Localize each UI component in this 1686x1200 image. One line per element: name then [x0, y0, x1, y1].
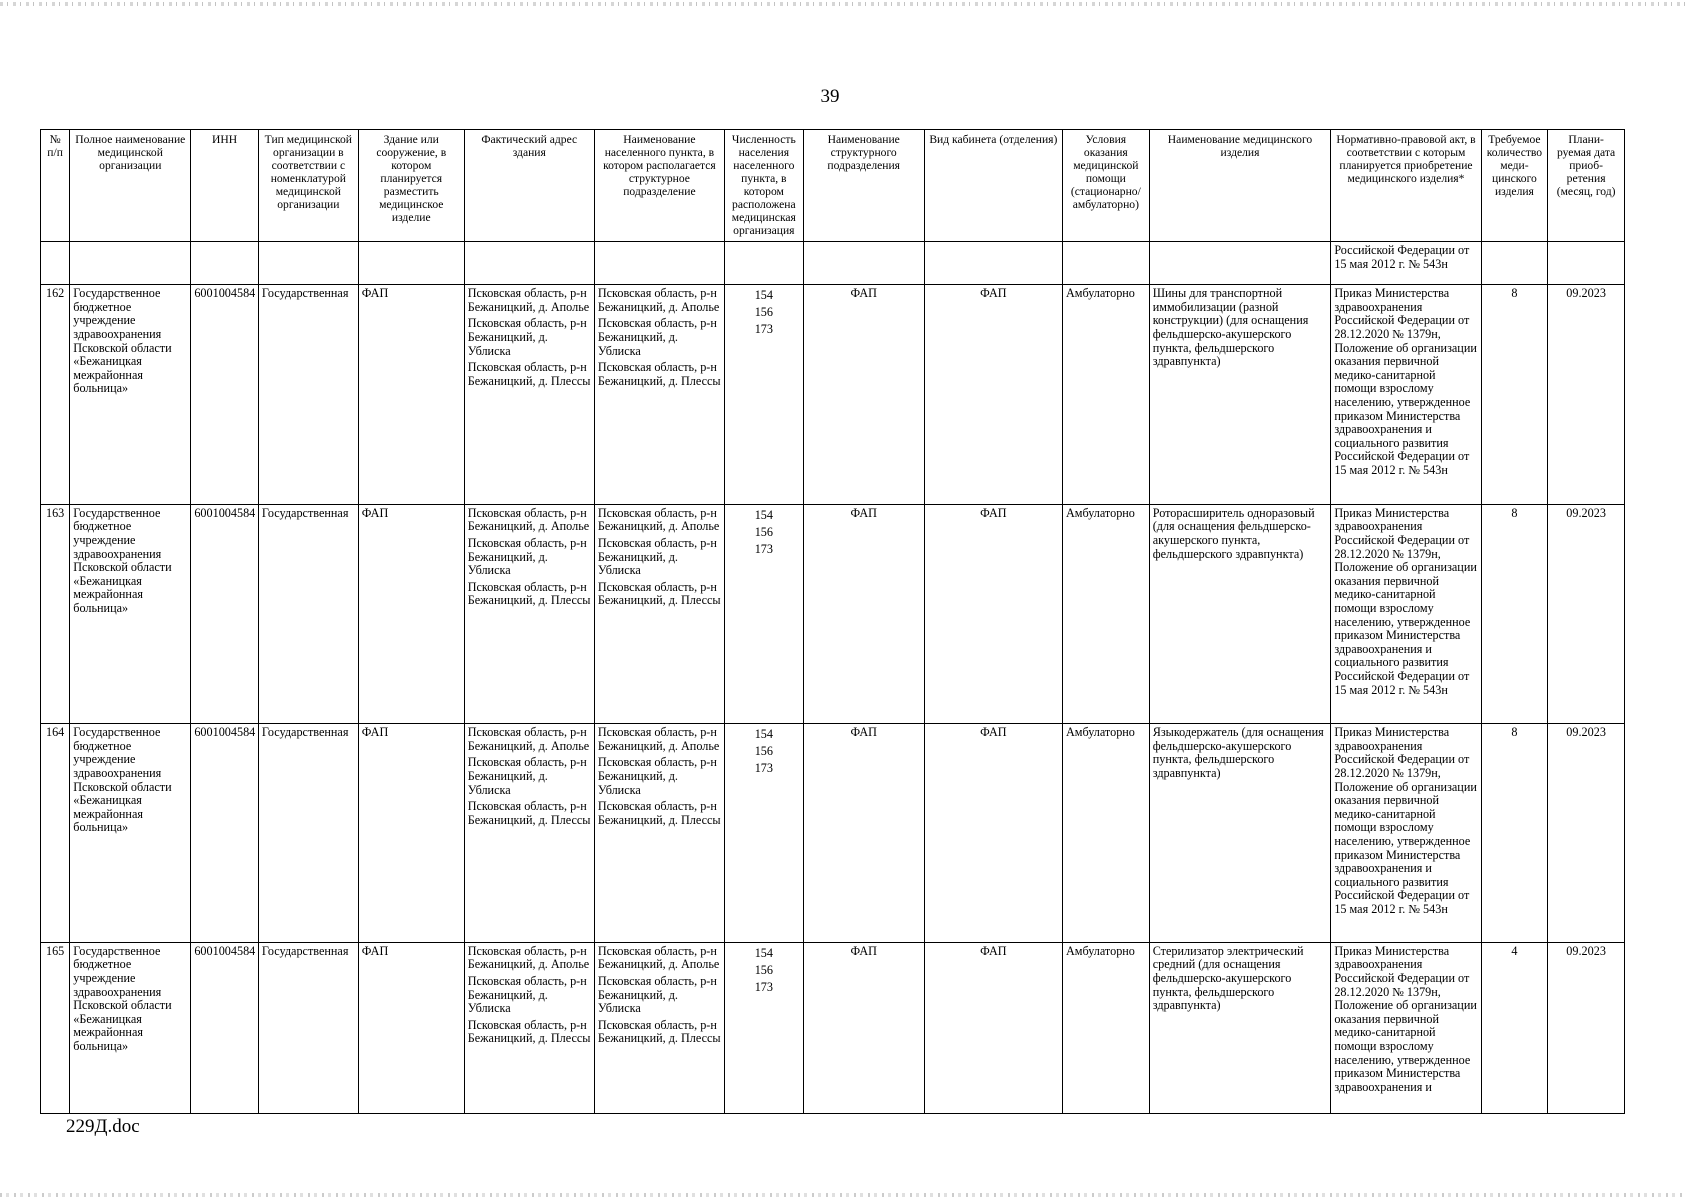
device-name: Языкодержатель (для оснащения фельдшерско-акушерского пункта, фельдшерского здравпункта) [1149, 724, 1331, 943]
header-cell: Тип медицинской организации в соответствии с номенклатурой медицинской организации [258, 130, 358, 242]
address-item: Псковская область, р-н Бежаницкий, д. Ублиска [467, 755, 587, 797]
settlement-item: Псковская область, р-н Бежаницкий, д. Аполье [597, 505, 720, 534]
quantity: 8 [1481, 504, 1548, 724]
cabinet-type: ФАП [924, 724, 1062, 943]
care-conditions: Амбулаторно [1062, 942, 1149, 1113]
structural-unit: ФАП [803, 285, 924, 505]
cabinet-type: ФАП [924, 942, 1062, 1113]
address-item: Псковская область, р-н Бежаницкий, д. Аполье [467, 505, 590, 534]
legal-act: Приказ Министерства здравоохранения Российской Федерации от 28.12.2020 № 1379н, Положение об организации оказания первичной медико-санитарной помощи взрослому населению, утвержденное приказом Министерства здравоохранения и социального развития Российской Федерации от 15 мая 2012 г. № 543н [1331, 504, 1481, 724]
row-number: 165 [41, 942, 70, 1113]
care-conditions: Амбулаторно [1062, 504, 1149, 724]
quantity: 8 [1481, 724, 1548, 943]
inn: 6001004584 [191, 504, 259, 724]
settlement-item: Псковская область, р-н Бежаницкий, д. Ублиска [597, 973, 717, 1016]
care-conditions: Амбулаторно [1062, 285, 1149, 505]
scan-edge-top [0, 2, 1686, 6]
structural-unit: ФАП [803, 724, 924, 943]
address-item: Псковская область, р-н Бежаницкий, д. Аполье [467, 286, 590, 314]
header-cell: Наименование населенного пункта, в котором располагается структурное подразделение [594, 130, 724, 242]
purchase-date: 09.2023 [1548, 504, 1625, 724]
building: ФАП [358, 942, 464, 1113]
equipment-table [40, 129, 1625, 1114]
legal-act: Приказ Министерства здравоохранения Российской Федерации от 28.12.2020 № 1379н, Положение об организации оказания первичной медико-санитарной помощи взрослому населению, утвержденное приказом Министерства здравоохранения и [1331, 942, 1481, 1113]
settlement-item: Псковская область, р-н Бежаницкий, д. Ублиска [597, 535, 717, 578]
inn: 6001004584 [191, 285, 259, 505]
organization-name: Государственное бюджетное учреждение здравоохранения Псковской области «Бежаницкая межрайонная больница» [70, 285, 191, 505]
row-number: 163 [41, 504, 70, 724]
settlement [594, 942, 724, 1113]
inn: 6001004584 [191, 942, 259, 1113]
actual-address [464, 942, 594, 1113]
population-value: 154 [754, 945, 773, 960]
scan-edge-bottom [0, 1193, 1686, 1197]
legal-act-cell: Российской Федерации от 15 мая 2012 г. № 543н [1331, 242, 1481, 285]
inn: 6001004584 [191, 724, 259, 943]
population-value: 156 [754, 744, 773, 759]
purchase-date: 09.2023 [1548, 724, 1625, 943]
header-cell: Условия оказания медицинской помощи (стационарно/ амбулаторно) [1062, 130, 1149, 242]
population [724, 504, 803, 724]
settlement-item: Псковская область, р-н Бежаницкий, д. Плессы [597, 579, 721, 608]
header-cell: Наименование медицинского изделия [1149, 130, 1331, 242]
population-value: 156 [754, 305, 773, 320]
settlement [594, 285, 724, 505]
population-value: 154 [754, 288, 773, 303]
settlement [594, 504, 724, 724]
header-cell: Требуемое количество меди- цинского изделия [1481, 130, 1548, 242]
address-item: Псковская область, р-н Бежаницкий, д. Ублиска [467, 535, 587, 578]
settlement-item: Псковская область, р-н Бежаницкий, д. Ублиска [597, 316, 717, 358]
header-cell: Наименование структурного подразделения [803, 130, 924, 242]
population-value: 154 [754, 727, 773, 742]
address-item: Псковская область, р-н Бежаницкий, д. Аполье [467, 943, 590, 972]
actual-address [464, 285, 594, 505]
population-value: 173 [754, 761, 773, 776]
address-item: Псковская область, р-н Бежаницкий, д. Аполье [467, 725, 590, 753]
organization-type: Государственная [258, 942, 358, 1113]
population-value: 173 [754, 541, 773, 556]
population-value: 173 [754, 979, 773, 994]
legal-act: Приказ Министерства здравоохранения Российской Федерации от 28.12.2020 № 1379н, Положение об организации оказания первичной медико-санитарной помощи взрослому населению, утвержденное приказом Министерства здравоохранения и социального развития Российской Федерации от 15 мая 2012 г. № 543н [1331, 285, 1481, 505]
population-value: 173 [754, 322, 773, 337]
header-cell: Численность населения населенного пункта, в котором расположена медицинская организация [724, 130, 803, 242]
header-cell: ИНН [191, 130, 259, 242]
device-name: Шины для транспортной иммобилизации (разной конструкции) (для оснащения фельдшерско-акушерского пункта, фельдшерского здравпункта) [1149, 285, 1331, 505]
building: ФАП [358, 504, 464, 724]
row-number: 162 [41, 285, 70, 505]
building: ФАП [358, 724, 464, 943]
settlement-item: Псковская область, р-н Бежаницкий, д. Аполье [597, 943, 720, 972]
purchase-date: 09.2023 [1548, 285, 1625, 505]
actual-address [464, 724, 594, 943]
address-item: Псковская область, р-н Бежаницкий, д. Ублиска [467, 973, 587, 1016]
cabinet-type: ФАП [924, 285, 1062, 505]
settlement-item: Псковская область, р-н Бежаницкий, д. Плессы [597, 360, 721, 388]
organization-type: Государственная [258, 724, 358, 943]
table-row [41, 942, 1625, 1113]
settlement-item: Псковская область, р-н Бежаницкий, д. Ублиска [597, 755, 717, 797]
care-conditions: Амбулаторно [1062, 724, 1149, 943]
device-name: Роторасширитель одноразовый (для оснащения фельдшерско-акушерского пункта, фельдшерского здравпункта) [1149, 504, 1331, 724]
population-value: 154 [754, 507, 773, 522]
structural-unit: ФАП [803, 504, 924, 724]
population [724, 285, 803, 505]
footer-filename: 229Д.doc [66, 1116, 140, 1137]
organization-type: Государственная [258, 504, 358, 724]
table-row [41, 724, 1625, 943]
organization-name: Государственное бюджетное учреждение здравоохранения Псковской области «Бежаницкая межрайонная больница» [70, 724, 191, 943]
settlement [594, 724, 724, 943]
header-cell: Фактический адрес здания [464, 130, 594, 242]
header-cell: Полное наименование медицинской организации [70, 130, 191, 242]
purchase-date: 09.2023 [1548, 942, 1625, 1113]
header-cell: Нормативно-правовой акт, в соответствии с которым планируется приобретение медицинского изделия* [1331, 130, 1481, 242]
settlement-item: Псковская область, р-н Бежаницкий, д. Аполье [597, 725, 720, 753]
address-item: Псковская область, р-н Бежаницкий, д. Плессы [467, 1017, 591, 1046]
population [724, 724, 803, 943]
header-cell: Плани- руемая дата приоб- ретения (месяц, год) [1548, 130, 1625, 242]
organization-name: Государственное бюджетное учреждение здравоохранения Псковской области «Бежаницкая межрайонная больница» [70, 504, 191, 724]
settlement-item: Псковская область, р-н Бежаницкий, д. Плессы [597, 1017, 721, 1046]
address-item: Псковская область, р-н Бежаницкий, д. Ублиска [467, 316, 587, 358]
page-number: 39 [820, 86, 840, 107]
structural-unit: ФАП [803, 942, 924, 1113]
address-item: Псковская область, р-н Бежаницкий, д. Плессы [467, 799, 591, 827]
header-cell: Вид кабинета (отделения) [924, 130, 1062, 242]
header-row [41, 130, 1625, 242]
settlement-item: Псковская область, р-н Бежаницкий, д. Плессы [597, 799, 721, 827]
settlement-item: Псковская область, р-н Бежаницкий, д. Аполье [597, 286, 720, 314]
header-cell: № п/п [41, 130, 70, 242]
organization-name: Государственное бюджетное учреждение здравоохранения Псковской области «Бежаницкая межрайонная больница» [70, 942, 191, 1113]
cabinet-type: ФАП [924, 504, 1062, 724]
continuation-row [41, 242, 1625, 285]
population-value: 156 [754, 962, 773, 977]
quantity: 4 [1481, 942, 1548, 1113]
actual-address [464, 504, 594, 724]
device-name: Стерилизатор электрический средний (для оснащения фельдшерско-акушерского пункта, фельдшерского здравпункта) [1149, 942, 1331, 1113]
address-item: Псковская область, р-н Бежаницкий, д. Плессы [467, 579, 591, 608]
table-row [41, 285, 1625, 505]
address-item: Псковская область, р-н Бежаницкий, д. Плессы [467, 360, 591, 388]
quantity: 8 [1481, 285, 1548, 505]
row-number: 164 [41, 724, 70, 943]
building: ФАП [358, 285, 464, 505]
table-row [41, 504, 1625, 724]
organization-type: Государственная [258, 285, 358, 505]
population [724, 942, 803, 1113]
legal-act: Приказ Министерства здравоохранения Российской Федерации от 28.12.2020 № 1379н, Положение об организации оказания первичной медико-санитарной помощи взрослому населению, утвержденное приказом Министерства здравоохранения и социального развития Российской Федерации от 15 мая 2012 г. № 543н [1331, 724, 1481, 943]
header-cell: Здание или сооружение, в котором планируется разместить медицинское изделие [358, 130, 464, 242]
population-value: 156 [754, 524, 773, 539]
